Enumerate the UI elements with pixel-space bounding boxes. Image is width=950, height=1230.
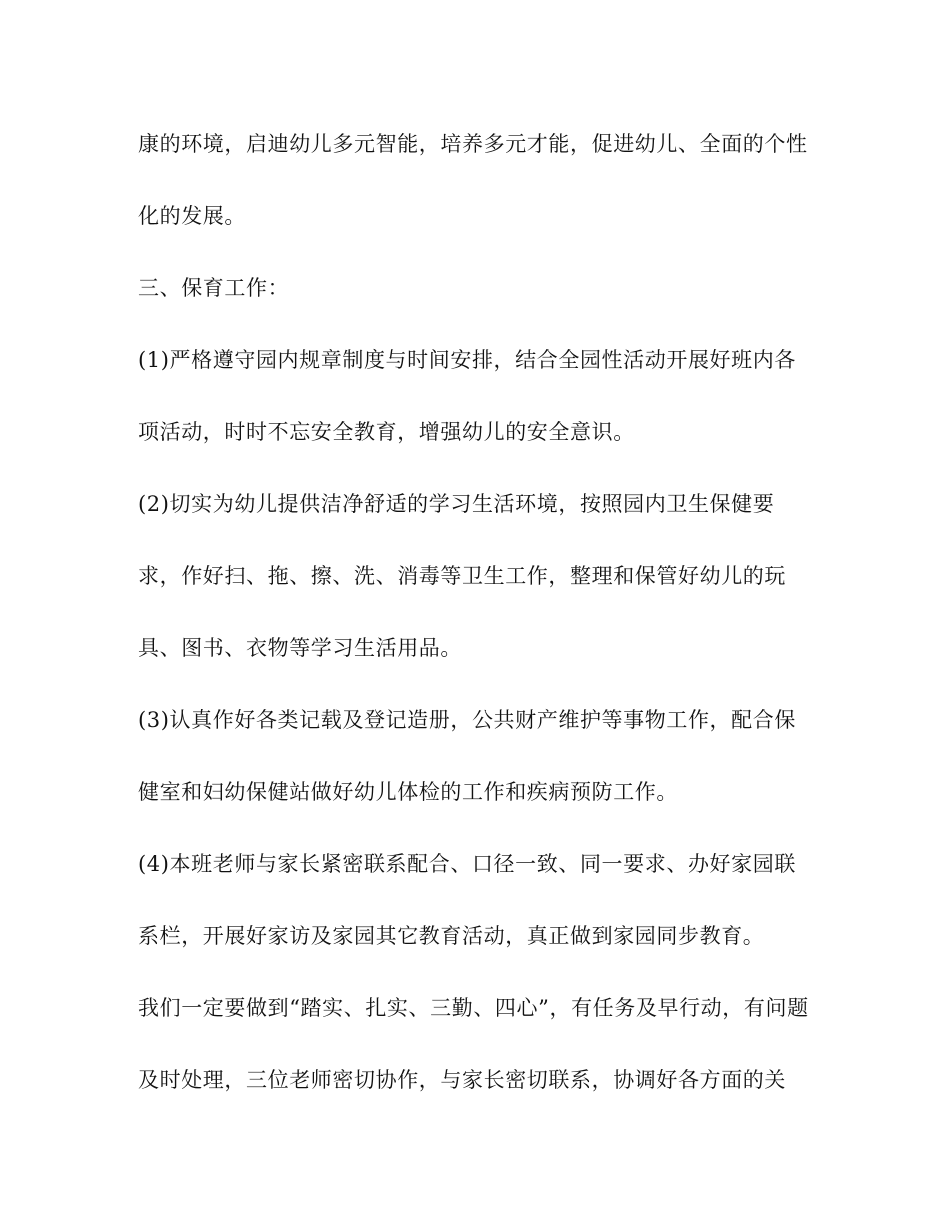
paragraph-line: 系栏，开展好家访及家园其它教育活动，真正做到家园同步教育。 [138,924,765,948]
paragraph-line: 健室和妇幼保健站做好幼儿体检的工作和疾病预防工作。 [138,780,678,804]
paragraph-line: 具、图书、衣物等学习生活用品。 [138,636,462,660]
paragraph-line: (4)本班老师与家长紧密联系配合、口径一致、同一要求、办好家园联 [138,852,796,876]
paragraph-line: 化的发展。 [138,204,246,228]
paragraph-line: 求，作好扫、拖、擦、洗、消毒等卫生工作，整理和保管好幼儿的玩 [138,564,786,588]
paragraph-line: (3)认真作好各类记载及登记造册，公共财产维护等事物工作，配合保 [138,708,796,732]
paragraph-line: 项活动，时时不忘安全教育，增强幼儿的安全意识。 [138,420,635,444]
paragraph-line: (1)严格遵守园内规章制度与时间安排，结合全园性活动开展好班内各 [138,348,796,372]
paragraph-line: 康的环境，启迪幼儿多元智能，培养多元才能，促进幼儿、全面的个性 [138,132,808,156]
paragraph-line: (2)切实为幼儿提供洁净舒适的学习生活环境，按照园内卫生保健要 [138,492,775,516]
paragraph-line: 及时处理，三位老师密切协作，与家长密切联系，协调好各方面的关 [138,1068,786,1092]
paragraph-line: 我们一定要做到“踏实、扎实、三勤、四心”，有任务及早行动，有问题 [138,996,809,1020]
section-heading: 三、保育工作： [138,276,290,300]
